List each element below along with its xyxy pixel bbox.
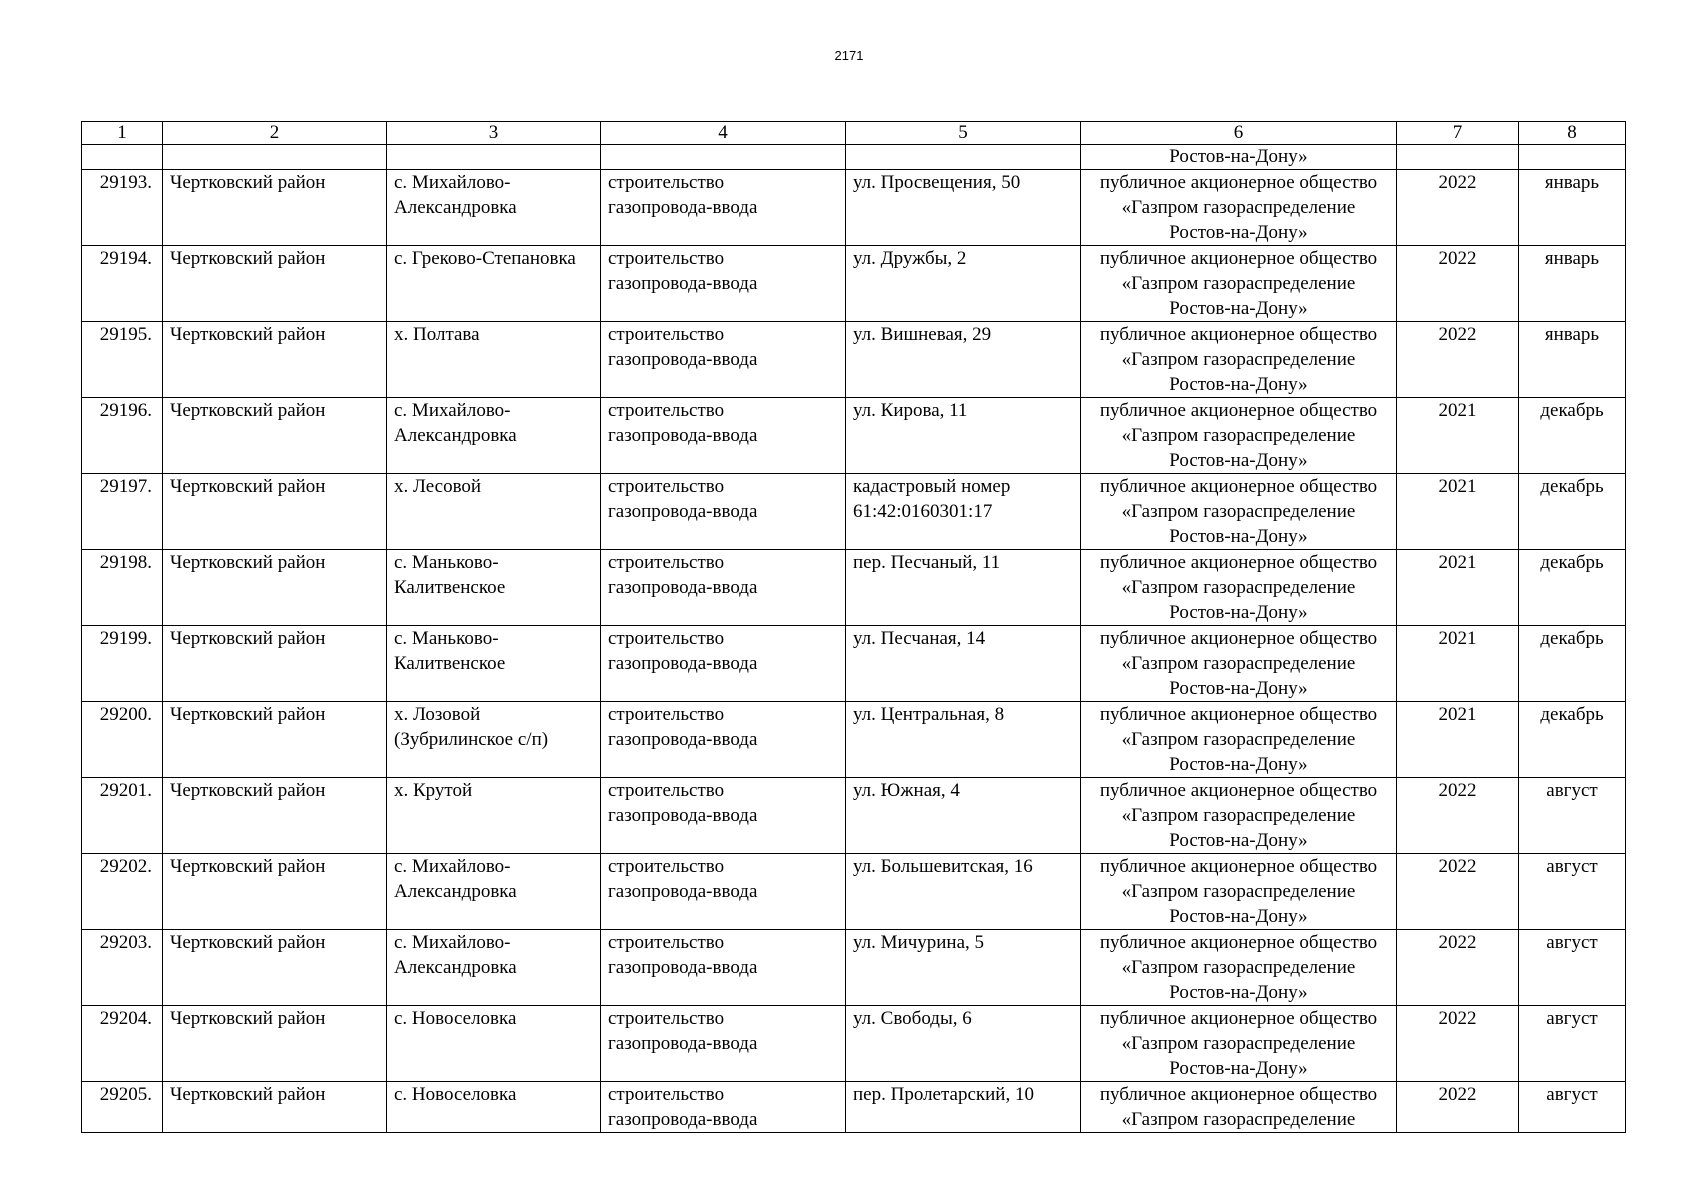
cell-month: декабрь xyxy=(1519,398,1626,474)
cell-locality xyxy=(387,474,601,550)
cell-num xyxy=(82,145,163,170)
cell-district: Чертковский район xyxy=(163,246,387,322)
cell-num: 29194. xyxy=(82,246,163,322)
cell-line: публичное акционерное общество xyxy=(1099,476,1378,497)
cell-line: пер. Песчаный, 11 xyxy=(853,552,1001,573)
cell-locality xyxy=(387,778,601,854)
cell-line: Калитвенское xyxy=(394,577,506,598)
cell-line: строительство xyxy=(608,628,725,649)
table-body xyxy=(82,122,1626,1133)
cell-line: (Зубрилинское с/п) xyxy=(394,729,549,750)
cell-org xyxy=(1081,246,1397,322)
cell-locality xyxy=(387,398,601,474)
cell-work xyxy=(601,702,846,778)
cell-district: Чертковский район xyxy=(163,1006,387,1082)
cell-line: Ростов-на-Дону» xyxy=(1169,982,1308,1003)
column-number-7: 7 xyxy=(1397,122,1519,145)
cell-line: с. Михайлово- xyxy=(394,400,511,421)
cell-line: с. Маньково- xyxy=(394,552,499,573)
table-row xyxy=(82,1006,1626,1082)
cell-address xyxy=(846,246,1081,322)
cell-line: с. Новоселовка xyxy=(394,1084,517,1105)
cell-locality xyxy=(387,145,601,170)
column-number-row xyxy=(82,122,1626,145)
cell-line: публичное акционерное общество xyxy=(1099,932,1378,953)
data-table xyxy=(81,121,1626,1133)
cell-year: 2022 xyxy=(1397,322,1519,398)
cell-line: Александровка xyxy=(394,425,517,446)
cell-line: Калитвенское xyxy=(394,653,506,674)
cell-line: газопровода-ввода xyxy=(608,273,758,294)
cell-num: 29195. xyxy=(82,322,163,398)
cell-address xyxy=(846,145,1081,170)
cell-month: август xyxy=(1519,1082,1626,1133)
cell-line: «Газпром газораспределение xyxy=(1121,197,1356,218)
cell-district: Чертковский район xyxy=(163,854,387,930)
cell-district: Чертковский район xyxy=(163,1082,387,1133)
cell-line: с. Греково-Степановка xyxy=(394,248,576,269)
cell-line: ул. Просвещения, 50 xyxy=(853,172,1021,193)
cell-line: ул. Южная, 4 xyxy=(853,780,960,801)
cell-district: Чертковский район xyxy=(163,170,387,246)
cell-line: публичное акционерное общество xyxy=(1099,856,1378,877)
cell-org xyxy=(1081,854,1397,930)
cell-address xyxy=(846,1082,1081,1133)
cell-year: 2022 xyxy=(1397,1082,1519,1133)
cell-line: публичное акционерное общество xyxy=(1099,628,1378,649)
cell-line: Александровка xyxy=(394,881,517,902)
cell-line: публичное акционерное общество xyxy=(1099,552,1378,573)
cell-locality xyxy=(387,702,601,778)
cell-line: ул. Центральная, 8 xyxy=(853,704,1005,725)
table-row xyxy=(82,550,1626,626)
cell-line: строительство xyxy=(608,1008,725,1029)
cell-district: Чертковский район xyxy=(163,474,387,550)
cell-address xyxy=(846,398,1081,474)
cell-line: ул. Большевитская, 16 xyxy=(853,856,1033,877)
cell-line: кадастровый номер xyxy=(853,476,1011,497)
cell-locality xyxy=(387,1082,601,1133)
column-number-2: 2 xyxy=(163,122,387,145)
cell-org: Ростов-на-Дону» xyxy=(1081,145,1397,170)
cell-org xyxy=(1081,322,1397,398)
cell-address xyxy=(846,1006,1081,1082)
table-row xyxy=(82,398,1626,474)
cell-line: публичное акционерное общество xyxy=(1099,1008,1378,1029)
cell-month: декабрь xyxy=(1519,550,1626,626)
cell-work xyxy=(601,246,846,322)
cell-line: Ростов-на-Дону» xyxy=(1169,906,1308,927)
table-row xyxy=(82,474,1626,550)
cell-work xyxy=(601,398,846,474)
cell-line: газопровода-ввода xyxy=(608,881,758,902)
cell-line: «Газпром газораспределение xyxy=(1121,349,1356,370)
cell-line: публичное акционерное общество xyxy=(1099,324,1378,345)
cell-line: Александровка xyxy=(394,957,517,978)
cell-line: газопровода-ввода xyxy=(608,805,758,826)
cell-line: Александровка xyxy=(394,197,517,218)
cell-month: январь xyxy=(1519,322,1626,398)
cell-year: 2022 xyxy=(1397,170,1519,246)
cell-line: строительство xyxy=(608,780,725,801)
cell-line: публичное акционерное общество xyxy=(1099,704,1378,725)
cell-work xyxy=(601,474,846,550)
cell-line: ул. Вишневая, 29 xyxy=(853,324,992,345)
table-row xyxy=(82,626,1626,702)
cell-line: с. Новоселовка xyxy=(394,1008,517,1029)
cell-month: декабрь xyxy=(1519,626,1626,702)
cell-org xyxy=(1081,626,1397,702)
cell-line: газопровода-ввода xyxy=(608,1109,758,1130)
cell-locality xyxy=(387,322,601,398)
cell-line: «Газпром газораспределение xyxy=(1121,273,1356,294)
cell-line: газопровода-ввода xyxy=(608,957,758,978)
cell-line: строительство xyxy=(608,552,725,573)
cell-year: 2021 xyxy=(1397,626,1519,702)
cell-line: публичное акционерное общество xyxy=(1099,248,1378,269)
table-row xyxy=(82,246,1626,322)
cell-num: 29203. xyxy=(82,930,163,1006)
cell-line: пер. Пролетарский, 10 xyxy=(853,1084,1034,1105)
cell-line: публичное акционерное общество xyxy=(1099,780,1378,801)
cell-line: газопровода-ввода xyxy=(608,577,758,598)
cell-address xyxy=(846,930,1081,1006)
cell-num: 29199. xyxy=(82,626,163,702)
cell-locality xyxy=(387,246,601,322)
cell-line: ул. Песчаная, 14 xyxy=(853,628,986,649)
cell-line: газопровода-ввода xyxy=(608,1033,758,1054)
cell-line: строительство xyxy=(608,856,725,877)
cell-district xyxy=(163,145,387,170)
cell-num: 29200. xyxy=(82,702,163,778)
cell-year: 2021 xyxy=(1397,398,1519,474)
cell-address xyxy=(846,778,1081,854)
column-number-5: 5 xyxy=(846,122,1081,145)
cell-line: «Газпром газораспределение xyxy=(1121,653,1356,674)
cell-district: Чертковский район xyxy=(163,930,387,1006)
cell-line: публичное акционерное общество xyxy=(1099,400,1378,421)
cell-line: Ростов-на-Дону» xyxy=(1169,374,1308,395)
cell-year: 2021 xyxy=(1397,550,1519,626)
cell-line: строительство xyxy=(608,172,725,193)
cell-year xyxy=(1397,145,1519,170)
cell-line: строительство xyxy=(608,476,725,497)
cell-work xyxy=(601,626,846,702)
cell-line: ул. Дружбы, 2 xyxy=(853,248,967,269)
cell-month: январь xyxy=(1519,246,1626,322)
cell-work xyxy=(601,550,846,626)
cell-year: 2022 xyxy=(1397,778,1519,854)
cell-month: август xyxy=(1519,1006,1626,1082)
cell-year: 2022 xyxy=(1397,1006,1519,1082)
cell-year: 2021 xyxy=(1397,702,1519,778)
cell-line: с. Михайлово- xyxy=(394,856,511,877)
cell-line: газопровода-ввода xyxy=(608,653,758,674)
cell-line: «Газпром газораспределение xyxy=(1121,577,1356,598)
cell-work xyxy=(601,1082,846,1133)
cell-work xyxy=(601,854,846,930)
cell-num: 29201. xyxy=(82,778,163,854)
cell-num: 29205. xyxy=(82,1082,163,1133)
cell-org xyxy=(1081,778,1397,854)
cell-line: газопровода-ввода xyxy=(608,425,758,446)
cell-line: Ростов-на-Дону» xyxy=(1169,526,1308,547)
cell-org xyxy=(1081,930,1397,1006)
cell-line: строительство xyxy=(608,324,725,345)
cell-locality xyxy=(387,1006,601,1082)
cell-org xyxy=(1081,474,1397,550)
cell-num: 29204. xyxy=(82,1006,163,1082)
cell-work xyxy=(601,930,846,1006)
cell-work xyxy=(601,322,846,398)
cell-num: 29198. xyxy=(82,550,163,626)
cell-line: с. Маньково- xyxy=(394,628,499,649)
cell-line: публичное акционерное общество xyxy=(1099,172,1378,193)
cell-year: 2022 xyxy=(1397,854,1519,930)
cell-work xyxy=(601,170,846,246)
cell-line: ул. Кирова, 11 xyxy=(853,400,968,421)
cell-district: Чертковский район xyxy=(163,778,387,854)
cell-month: декабрь xyxy=(1519,474,1626,550)
cell-address xyxy=(846,550,1081,626)
cell-line: газопровода-ввода xyxy=(608,197,758,218)
cell-line: строительство xyxy=(608,1084,725,1105)
cell-year: 2022 xyxy=(1397,930,1519,1006)
cell-address xyxy=(846,854,1081,930)
cell-work xyxy=(601,145,846,170)
cell-locality xyxy=(387,170,601,246)
cell-line: строительство xyxy=(608,248,725,269)
cell-address xyxy=(846,322,1081,398)
cell-locality xyxy=(387,550,601,626)
table-row xyxy=(82,702,1626,778)
cell-locality xyxy=(387,854,601,930)
cell-district: Чертковский район xyxy=(163,550,387,626)
cell-org xyxy=(1081,702,1397,778)
cell-month: август xyxy=(1519,930,1626,1006)
cell-line: газопровода-ввода xyxy=(608,729,758,750)
page-number: 2171 xyxy=(834,48,864,63)
cell-line: ул. Свободы, 6 xyxy=(853,1008,972,1029)
cell-address xyxy=(846,702,1081,778)
cell-line: с. Михайлово- xyxy=(394,172,511,193)
cell-line: строительство xyxy=(608,400,725,421)
cell-line: ул. Мичурина, 5 xyxy=(853,932,985,953)
column-number-8: 8 xyxy=(1519,122,1626,145)
cell-line: Ростов-на-Дону» xyxy=(1169,602,1308,623)
column-number-6: 6 xyxy=(1081,122,1397,145)
cell-line: Ростов-на-Дону» xyxy=(1169,1058,1308,1079)
cell-month: январь xyxy=(1519,170,1626,246)
cell-line: Ростов-на-Дону» xyxy=(1169,754,1308,775)
cell-org xyxy=(1081,1082,1397,1133)
cell-line: «Газпром газораспределение xyxy=(1121,881,1356,902)
cell-line: 61:42:0160301:17 xyxy=(853,501,993,522)
cell-address xyxy=(846,170,1081,246)
cell-line: «Газпром газораспределение xyxy=(1121,501,1356,522)
cell-line: х. Полтава xyxy=(394,324,480,345)
table-row xyxy=(82,170,1626,246)
cell-line: Ростов-на-Дону» xyxy=(1169,222,1308,243)
cell-line: с. Михайлово- xyxy=(394,932,511,953)
cell-num: 29193. xyxy=(82,170,163,246)
continuation-row xyxy=(82,145,1626,170)
cell-line: х. Лозовой xyxy=(394,704,481,725)
cell-month: декабрь xyxy=(1519,702,1626,778)
table-row xyxy=(82,778,1626,854)
cell-org xyxy=(1081,398,1397,474)
cell-line: газопровода-ввода xyxy=(608,349,758,370)
cell-line: х. Крутой xyxy=(394,780,473,801)
table-row xyxy=(82,930,1626,1006)
cell-line: публичное акционерное общество xyxy=(1099,1084,1378,1105)
cell-line: «Газпром газораспределение xyxy=(1121,425,1356,446)
cell-num: 29197. xyxy=(82,474,163,550)
cell-org xyxy=(1081,550,1397,626)
cell-locality xyxy=(387,626,601,702)
cell-line: х. Лесовой xyxy=(394,476,482,497)
cell-year: 2022 xyxy=(1397,246,1519,322)
cell-line: «Газпром газораспределение xyxy=(1121,729,1356,750)
cell-year: 2021 xyxy=(1397,474,1519,550)
cell-line: «Газпром газораспределение xyxy=(1121,1033,1356,1054)
cell-line: строительство xyxy=(608,932,725,953)
cell-line: Ростов-на-Дону» xyxy=(1169,830,1308,851)
cell-district: Чертковский район xyxy=(163,626,387,702)
cell-line: Ростов-на-Дону» xyxy=(1169,678,1308,699)
cell-line: строительство xyxy=(608,704,725,725)
cell-line: «Газпром газораспределение xyxy=(1121,1109,1356,1130)
cell-line: Ростов-на-Дону» xyxy=(1169,450,1308,471)
table-row xyxy=(82,1082,1626,1133)
cell-month xyxy=(1519,145,1626,170)
cell-address xyxy=(846,474,1081,550)
cell-org xyxy=(1081,1006,1397,1082)
cell-month: август xyxy=(1519,778,1626,854)
cell-org xyxy=(1081,170,1397,246)
cell-line: «Газпром газораспределение xyxy=(1121,805,1356,826)
cell-locality xyxy=(387,930,601,1006)
cell-address xyxy=(846,626,1081,702)
cell-line: «Газпром газораспределение xyxy=(1121,957,1356,978)
column-number-3: 3 xyxy=(387,122,601,145)
cell-line: Ростов-на-Дону» xyxy=(1169,298,1308,319)
cell-num: 29202. xyxy=(82,854,163,930)
cell-district: Чертковский район xyxy=(163,702,387,778)
cell-line: газопровода-ввода xyxy=(608,501,758,522)
cell-district: Чертковский район xyxy=(163,322,387,398)
cell-num: 29196. xyxy=(82,398,163,474)
cell-district: Чертковский район xyxy=(163,398,387,474)
cell-work xyxy=(601,1006,846,1082)
column-number-1: 1 xyxy=(82,122,163,145)
table-row xyxy=(82,322,1626,398)
cell-work xyxy=(601,778,846,854)
cell-month: август xyxy=(1519,854,1626,930)
column-number-4: 4 xyxy=(601,122,846,145)
table-row xyxy=(82,854,1626,930)
